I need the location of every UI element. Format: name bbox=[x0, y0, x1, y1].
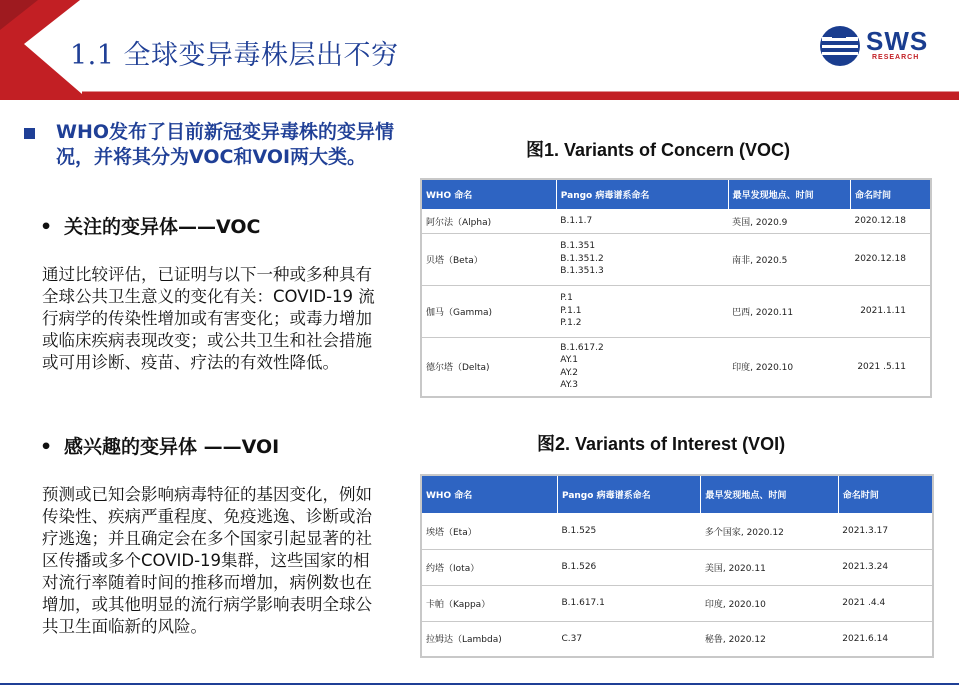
fig1-title: 图1. Variants of Concern (VOC) bbox=[526, 140, 791, 160]
pango-lineage: B.1.525 bbox=[557, 513, 700, 549]
pango-cell bbox=[556, 233, 728, 285]
voi-table bbox=[420, 474, 934, 658]
square-bullet-icon bbox=[24, 128, 35, 139]
logo-subtext: RESEARCH bbox=[872, 54, 920, 61]
page-title: 1.1 全球变异毒株层出不穷 bbox=[70, 40, 399, 71]
sws-logo bbox=[818, 24, 940, 68]
footer-divider bbox=[0, 683, 959, 685]
named-date: 2021 .5.11 bbox=[850, 337, 931, 397]
who-name: 贝塔（Beta） bbox=[421, 233, 556, 285]
first-detected: 英国, 2020.9 bbox=[728, 209, 850, 233]
who-name: 拉姆达（Lambda) bbox=[421, 621, 557, 657]
table-row bbox=[421, 233, 931, 285]
pango-lineage: B.1.351 bbox=[560, 241, 596, 252]
table-row bbox=[421, 621, 933, 657]
table-row bbox=[421, 209, 931, 233]
pango-lineage: AY.2 bbox=[560, 367, 578, 378]
first-detected: 多个国家, 2020.12 bbox=[701, 513, 838, 549]
col-header: WHO 命名 bbox=[421, 475, 557, 513]
who-name: 德尔塔（Delta) bbox=[421, 337, 556, 397]
who-name: 约塔（Iota） bbox=[421, 549, 557, 585]
named-date: 2021.1.11 bbox=[850, 285, 931, 337]
voc-heading-text: 关注的变异体——VOC bbox=[64, 216, 261, 238]
logo-mark-icon bbox=[818, 24, 864, 68]
voi-paragraph: 预测或已知会影响病毒特征的基因变化，例如传染性、疾病严重程度、免疫逃逸、诊断或治疗逃逸；并且确定会在多个国家引起显著的社区传播或多个COVID-19集群，这些国家的相对流行率随着时间的推移而增加，病例数也在增加，或其他明显的流行病学影响表明全球公共卫生面临新的风险。 bbox=[42, 485, 372, 636]
pango-lineage: P.1.1 bbox=[560, 305, 582, 316]
table-row bbox=[421, 513, 933, 549]
table-row bbox=[421, 337, 931, 397]
named-date: 2020.12.18 bbox=[850, 233, 931, 285]
named-date: 2021 .4.4 bbox=[838, 585, 933, 621]
col-header: 命名时间 bbox=[850, 179, 931, 209]
pango-cell bbox=[556, 285, 728, 337]
first-detected: 印度, 2020.10 bbox=[728, 337, 850, 397]
slide-header bbox=[0, 0, 959, 100]
bullet-dot-icon: • bbox=[40, 436, 53, 458]
pango-lineage: B.1.526 bbox=[557, 549, 700, 585]
named-date: 2020.12.18 bbox=[850, 209, 931, 233]
pango-cell bbox=[556, 209, 728, 233]
pango-lineage: B.1.351.2 bbox=[560, 253, 604, 264]
who-name: 卡帕（Kappa） bbox=[421, 585, 557, 621]
pango-lineage: AY.1 bbox=[560, 355, 578, 366]
col-header: 最早发现地点、时间 bbox=[701, 475, 838, 513]
col-header: Pango 病毒谱系命名 bbox=[557, 475, 700, 513]
first-detected: 巴西, 2020.11 bbox=[728, 285, 850, 337]
pango-lineage: P.1 bbox=[560, 293, 573, 304]
pango-lineage: C.37 bbox=[557, 621, 700, 657]
pango-lineage: B.1.617.2 bbox=[560, 342, 604, 353]
pango-lineage: B.1.617.1 bbox=[557, 585, 700, 621]
pango-lineage: AY.3 bbox=[560, 380, 578, 391]
col-header: Pango 病毒谱系命名 bbox=[556, 179, 728, 209]
pango-lineage: B.1.1.7 bbox=[560, 215, 593, 226]
col-header: WHO 命名 bbox=[421, 179, 556, 209]
first-detected: 秘鲁, 2020.12 bbox=[701, 621, 838, 657]
who-name: 埃塔（Eta） bbox=[421, 513, 557, 549]
bullet-dot-icon: • bbox=[40, 216, 53, 238]
table-row bbox=[421, 285, 931, 337]
voc-table bbox=[420, 178, 932, 398]
logo-text: SWS bbox=[866, 26, 929, 56]
first-detected: 印度, 2020.10 bbox=[701, 585, 838, 621]
first-detected: 南非, 2020.5 bbox=[728, 233, 850, 285]
named-date: 2021.6.14 bbox=[838, 621, 933, 657]
who-name: 伽马（Gamma) bbox=[421, 285, 556, 337]
named-date: 2021.3.24 bbox=[838, 549, 933, 585]
table-row bbox=[421, 585, 933, 621]
pango-lineage: B.1.351.3 bbox=[560, 266, 604, 277]
who-name: 阿尔法（Alpha) bbox=[421, 209, 556, 233]
first-detected: 美国, 2020.11 bbox=[701, 549, 838, 585]
named-date: 2021.3.17 bbox=[838, 513, 933, 549]
fig2-title: 图2. Variants of Interest (VOI) bbox=[537, 434, 786, 454]
col-header: 最早发现地点、时间 bbox=[728, 179, 850, 209]
main-bullet-text: WHO发布了目前新冠变异毒株的变异情况，并将其分为VOC和VOI两大类。 bbox=[56, 121, 395, 168]
pango-lineage: P.1.2 bbox=[560, 318, 582, 329]
col-header: 命名时间 bbox=[838, 475, 933, 513]
voc-paragraph: 通过比较评估，已证明与以下一种或多种具有全球公共卫生意义的变化有关：COVID-19 流行病学的传染性增加或有害变化；或毒力增加或临床疾病表现改变；或公共卫生和社会措施或可用诊断、疫苗、疗法的有效性降低。 bbox=[42, 265, 375, 372]
voi-heading bbox=[40, 432, 380, 459]
voi-heading-text: 感兴趣的变异体 ——VOI bbox=[64, 436, 280, 458]
pango-cell bbox=[556, 337, 728, 397]
main-bullet bbox=[24, 120, 399, 170]
voc-heading bbox=[40, 212, 380, 239]
table-row bbox=[421, 549, 933, 585]
